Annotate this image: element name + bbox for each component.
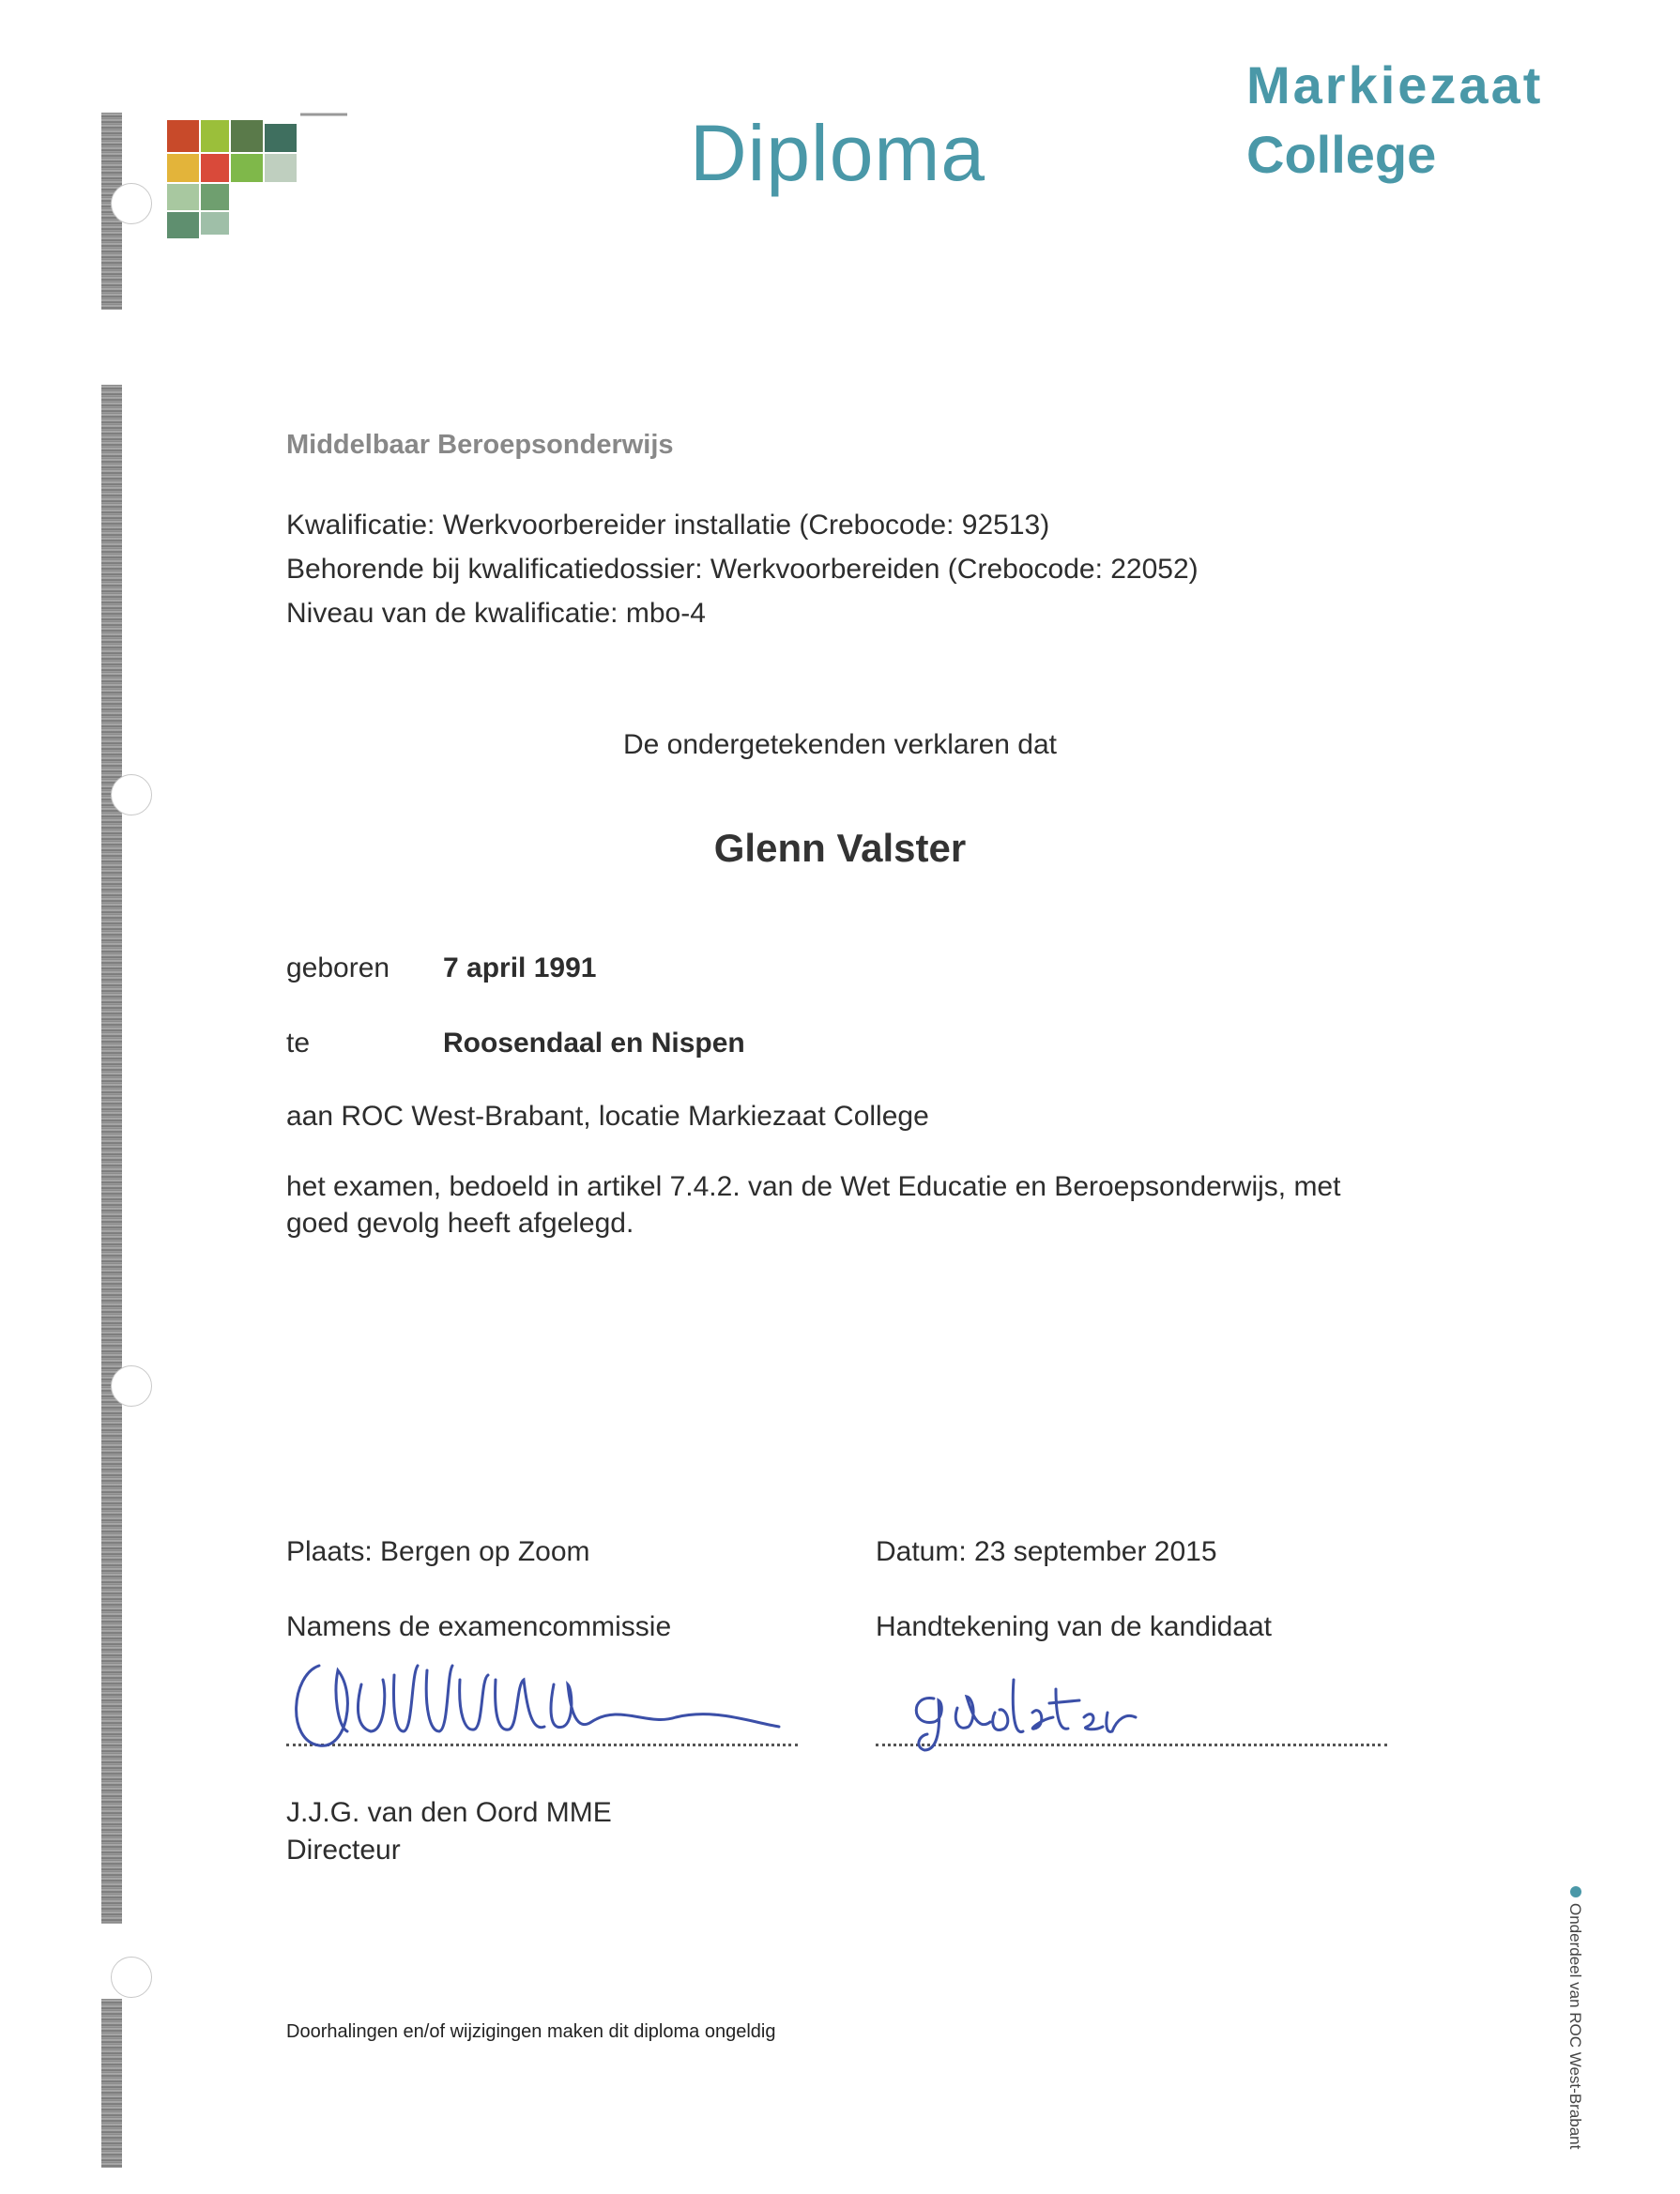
birthplace-value: Roosendaal en Nispen xyxy=(443,1028,745,1059)
committee-signature xyxy=(282,1638,788,1769)
exam-text-line-2: goed gevolg heeft afgelegd. xyxy=(286,1208,634,1239)
signatory-name: J.J.G. van den Oord MME xyxy=(286,1797,612,1828)
diploma-title: Diploma xyxy=(690,109,986,197)
punch-hole-1 xyxy=(111,183,152,224)
punch-hole-3 xyxy=(111,1365,152,1407)
school-logo-top: Markiezaat xyxy=(1246,55,1544,114)
birth-label: geboren xyxy=(286,952,390,983)
school-logo xyxy=(1246,55,1556,206)
candidate-signature-label: Handtekening van de kandidaat xyxy=(876,1611,1272,1642)
candidate-signature xyxy=(901,1661,1183,1764)
institution: aan ROC West-Brabant, locatie Markiezaat College xyxy=(286,1101,929,1132)
qualification-line-2: Behorende bij kwalificatiedossier: Werkvoorbereiden (Crebocode: 22052) xyxy=(286,554,1199,585)
punch-hole-4 xyxy=(111,1957,152,1998)
side-note-text: Onderdeel van ROC West-Brabant xyxy=(1566,1903,1584,2150)
candidate-name: Glenn Valster xyxy=(713,826,967,870)
exam-text-line-1: het examen, bedoeld in artikel 7.4.2. van de Wet Educatie en Beroepsonderwijs, met xyxy=(286,1171,1341,1202)
birth-date: 7 april 1991 xyxy=(443,952,597,983)
punch-hole-2 xyxy=(111,774,152,815)
footer-note: Doorhalingen en/of wijzigingen maken dit diploma ongeldig xyxy=(286,2021,776,2042)
school-logo-bottom: College xyxy=(1246,125,1437,184)
qualification-line-1: Kwalificatie: Werkvoorbereider installatie (Crebocode: 92513) xyxy=(286,510,1050,541)
side-note-bullet-icon xyxy=(1570,1886,1581,1897)
place: Plaats: Bergen op Zoom xyxy=(286,1536,590,1567)
binder-strip-main xyxy=(101,385,122,1924)
side-note xyxy=(1565,1886,1584,2168)
birthplace-label: te xyxy=(286,1028,311,1059)
date: Datum: 23 september 2015 xyxy=(876,1536,1217,1567)
binder-strip-bottom xyxy=(101,1999,122,2168)
declaration: De ondergetekenden verklaren dat xyxy=(623,729,1057,760)
education-type: Middelbaar Beroepsonderwijs xyxy=(286,430,674,460)
signatory-title: Directeur xyxy=(286,1835,401,1866)
mosaic-logo-icon xyxy=(160,113,347,244)
qualification-line-3: Niveau van de kwalificatie: mbo-4 xyxy=(286,598,706,629)
committee-label: Namens de examencommissie xyxy=(286,1611,672,1642)
